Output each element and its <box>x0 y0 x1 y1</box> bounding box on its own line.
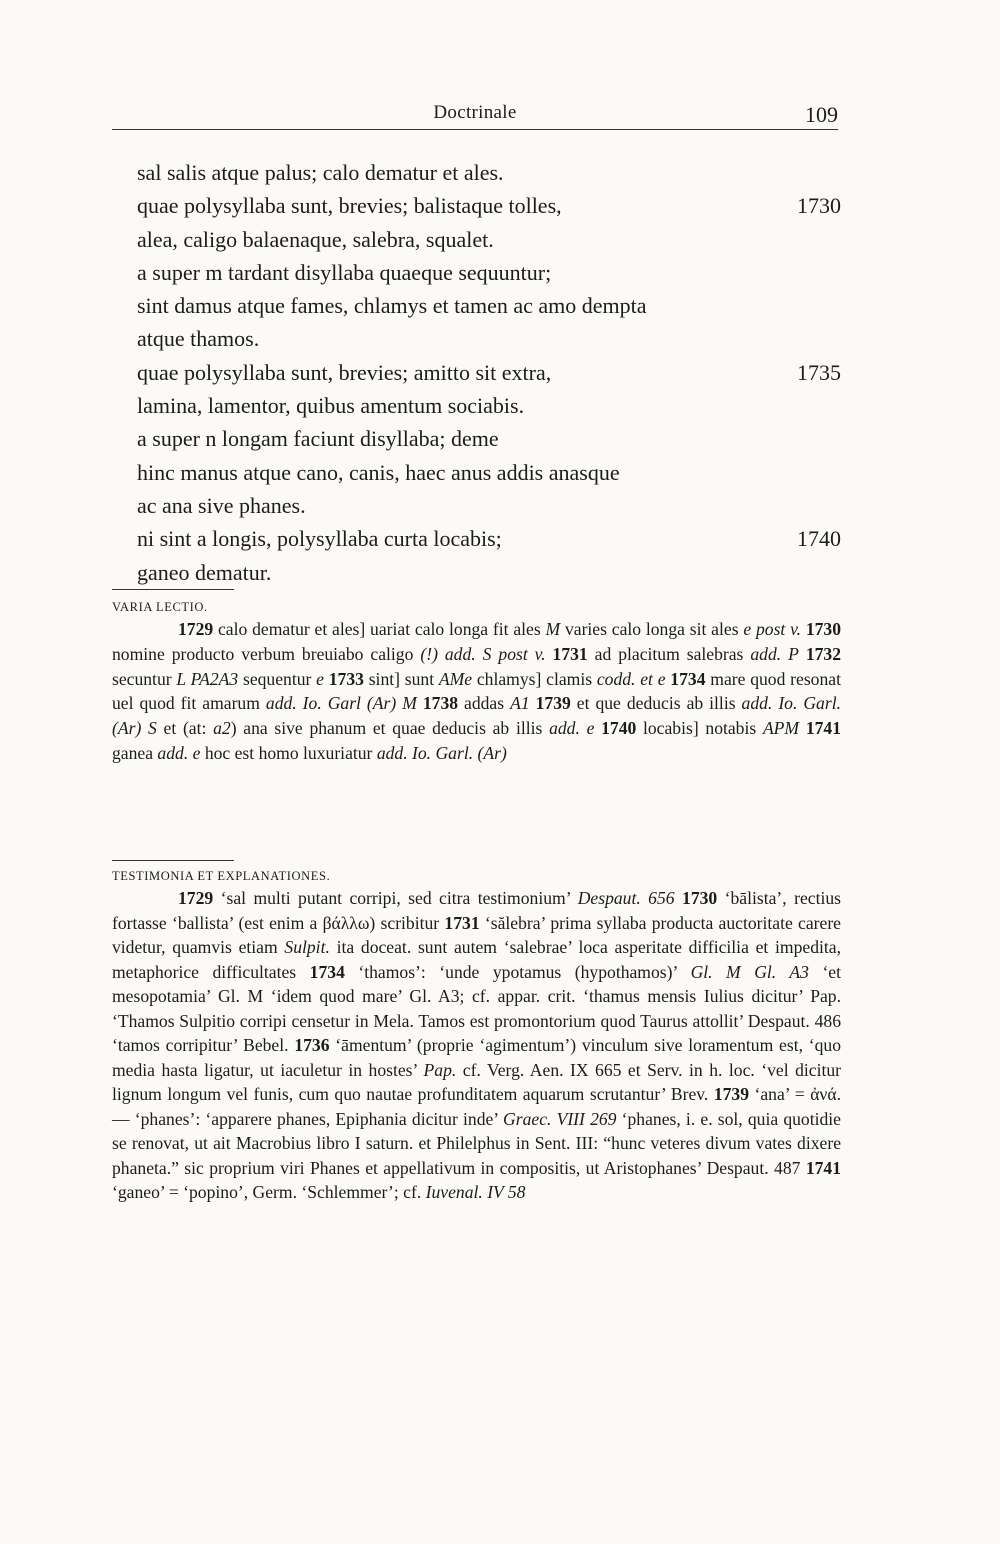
apparatus-siglum: L PA2A3 <box>176 668 239 689</box>
apparatus-siglum: add. Io. Garl (Ar) M <box>265 693 417 714</box>
testimonia-section <box>112 866 841 1205</box>
testimonia-source: Sulpit. <box>284 937 330 957</box>
section-rule <box>112 589 234 590</box>
testimonia-text-segment: ‘ganeo’ = ‘popino’, Germ. ‘Schlemmer’; cf. <box>112 1182 426 1202</box>
apparatus-line-ref: 1733 <box>328 668 364 689</box>
verse-text: hinc manus atque cano, canis, haec anus addis anasque <box>137 459 620 485</box>
apparatus-reading: mare quod resonat uel quod fit amarum <box>112 668 841 714</box>
verse-line <box>137 489 841 522</box>
apparatus-line-ref: 1731 <box>552 643 588 664</box>
apparatus-reading: secuntur <box>112 668 177 689</box>
apparatus-siglum: AMe <box>438 668 473 689</box>
verse-text: ac ana sive phanes. <box>137 492 306 518</box>
apparatus-line-ref: 1730 <box>805 619 841 639</box>
apparatus-siglum: e <box>743 619 752 639</box>
apparatus-reading: chlamys] clamis <box>472 668 597 689</box>
apparatus-reading: addas <box>458 693 511 714</box>
verse-line <box>137 556 841 589</box>
apparatus-reading: ganea <box>112 742 158 763</box>
testimonia-heading: TESTIMONIA ET EXPLANATIONES. <box>112 869 331 883</box>
testimonia-line-ref: 1736 <box>294 1035 330 1055</box>
testimonia-source: Gl. M Gl. A3 <box>690 961 809 982</box>
testimonia-text-segment: ‘phanes, i. e. sol, quia quotidie se renovat, ut ait Macrobius libro I saturn. et Philelphus in Sent. III: “hunc veteres divum vates dixere phaneta.” sic proprium viri Phanes et appellativum in compositis, ut Aristophanes’ Despaut. 487 <box>112 1108 841 1178</box>
line-number: 1730 <box>797 193 841 219</box>
verse-line <box>137 422 841 455</box>
apparatus-line-ref: 1734 <box>670 668 706 689</box>
apparatus-heading: VARIA LECTIO. <box>112 600 208 614</box>
apparatus-siglum: post v. <box>755 619 801 639</box>
apparatus-reading <box>799 644 806 664</box>
header-rule <box>112 129 838 130</box>
running-header <box>112 100 838 136</box>
verse-text: lamina, lamentor, quibus amentum sociabis. <box>137 393 525 419</box>
testimonia-text-segment: ‘āmentum’ (proprie ‘agimentum’) vinculum sive loramentum est, ‘quo media hasta ligatur, ut iaculetur in hostes’ <box>112 1035 842 1080</box>
apparatus-reading <box>546 644 553 664</box>
section-rule <box>112 860 234 861</box>
apparatus-text <box>112 617 841 766</box>
verse-line <box>137 156 841 189</box>
apparatus-siglum: APM <box>762 718 800 739</box>
verse-text: quae polysyllaba sunt, brevies; balistaque tolles, <box>137 193 562 219</box>
verse-text: sal salis atque palus; calo dematur et ales. <box>137 160 504 185</box>
apparatus-siglum: a2 <box>213 718 231 739</box>
verse-line <box>137 322 841 355</box>
apparatus-siglum: add. e <box>157 742 201 763</box>
line-number: 1735 <box>797 359 841 385</box>
apparatus-siglum: e <box>316 668 324 689</box>
apparatus-line-ref: 1738 <box>422 693 459 714</box>
apparatus-line-ref: 1741 <box>805 718 841 739</box>
verse-block <box>137 156 841 589</box>
apparatus-reading: ad placitum salebras <box>587 643 751 664</box>
verse-line <box>137 389 841 422</box>
apparatus-siglum: post v. <box>498 643 546 664</box>
verse-line <box>137 456 841 489</box>
testimonia-text-segment: ‘thamos’: ‘unde ypotamus (hypothamos)’ <box>344 961 691 982</box>
testimonia-source: Pap. <box>423 1059 457 1080</box>
verse-text: atque thamos. <box>137 326 260 352</box>
verse-text: sint damus atque fames, chlamys et tamen ac amo dempta <box>137 293 647 319</box>
apparatus-line-ref: 1739 <box>535 693 571 714</box>
testimonia-text-segment: ita doceat. sunt autem ‘salebrae’ loca asperitate difficilia et impedita, metaphorice difficultates <box>112 937 841 982</box>
apparatus-reading: sequentur <box>238 668 317 689</box>
apparatus-siglum: (!) add. S <box>420 643 492 664</box>
verse-line <box>137 356 841 389</box>
verse-line <box>137 522 841 555</box>
testimonia-line-ref: 1730 <box>682 888 718 908</box>
apparatus-siglum: codd. et e <box>596 668 666 689</box>
apparatus-reading: locabis] notabis <box>636 718 763 739</box>
testimonia-text-segment: ‘ana’ = ἀνά. — ‘phanes’: ‘apparere phanes, Epiphania dicitur inde’ <box>112 1084 841 1129</box>
line-number: 1740 <box>797 526 841 552</box>
verse-text: alea, caligo balaenaque, salebra, squalet. <box>137 226 494 252</box>
testimonia-line-ref: 1741 <box>805 1157 841 1178</box>
apparatus-reading <box>799 718 806 738</box>
apparatus-reading: calo dematur et ales] uariat calo longa fit ales <box>213 619 546 639</box>
apparatus-siglum: add. P <box>750 643 799 664</box>
page-number: 109 <box>805 102 838 127</box>
testimonia-source: Graec. VIII 269 <box>503 1108 617 1129</box>
testimonia-line-ref: 1731 <box>444 912 480 933</box>
verse-line <box>137 223 841 256</box>
apparatus-reading: ) ana sive phanum et quae deducis ab illis <box>230 718 550 739</box>
testimonia-line-ref: 1734 <box>309 961 345 982</box>
testimonia-source: Iuvenal. IV 58 <box>425 1182 526 1202</box>
apparatus-siglum: M <box>545 619 561 639</box>
verse-text: ganeo dematur. <box>137 559 272 585</box>
apparatus-criticus <box>112 597 841 766</box>
apparatus-reading: hoc est homo luxuriatur <box>200 742 377 763</box>
testimonia-text-segment: ‘et mesopotamia’ Gl. M ‘idem quod mare’ Gl. A3; cf. appar. crit. ‘thamus mensis Iulius dicitur’ Pap. ‘Thamos Sulpitio corripi censetur in Mela. Tamos est promontorium quod Taurus attollit’ Despaut. 486 ‘tamos corripitur’ Bebel. <box>112 961 841 1055</box>
verse-text: ni sint a longis, polysyllaba curta locabis; <box>137 526 502 552</box>
apparatus-line-ref: 1732 <box>805 643 841 664</box>
apparatus-reading: varies calo longa sit ales <box>560 619 744 639</box>
apparatus-reading: et que deducis ab illis <box>570 693 742 714</box>
testimonia-text-segment: cf. Verg. Aen. IX 665 et Serv. in h. loc. ‘vel dicitur lignum longum vel funis, cum quo nautae profunditatem aquarum scrutantur’ Brev. <box>112 1059 842 1104</box>
verse-text: quae polysyllaba sunt, brevies; amitto sit extra, <box>137 359 552 385</box>
apparatus-siglum: add. Io. Garl. (Ar) <box>376 742 507 763</box>
apparatus-siglum: add. Io. Garl. (Ar) S <box>112 693 841 739</box>
apparatus-siglum: add. e <box>549 718 595 739</box>
apparatus-reading: sint] sunt <box>363 668 439 689</box>
testimonia-text-segment <box>675 888 682 908</box>
verse-text: a super m tardant disyllaba quaeque sequuntur; <box>137 259 552 285</box>
testimonia-text-segment: ‘bālista’, rectius fortasse ‘ballista’ (est enim a βάλλω) scribitur <box>112 888 842 933</box>
apparatus-reading: et (at: <box>156 718 214 739</box>
apparatus-line-ref: 1740 <box>601 718 637 739</box>
running-title: Doctrinale <box>433 102 517 123</box>
testimonia-text-segment: ‘sal multi putant corripi, sed citra testimonium’ <box>213 888 578 908</box>
verse-line <box>137 189 841 222</box>
testimonia-line-ref: 1729 <box>178 888 214 908</box>
apparatus-reading: nomine producto verbum breuiabo caligo <box>112 643 421 664</box>
verse-text: a super n longam faciunt disyllaba; deme <box>137 426 499 452</box>
testimonia-line-ref: 1739 <box>713 1084 750 1104</box>
testimonia-text-segment: ‘sălebra’ prima syllaba producta auctoritate carere videtur, quamvis etiam <box>112 912 841 957</box>
testimonia-text <box>112 886 841 1205</box>
testimonia-source: Despaut. 656 <box>577 888 675 908</box>
apparatus-line-ref: 1729 <box>178 619 214 639</box>
verse-line <box>137 289 841 322</box>
apparatus-siglum: A1 <box>510 693 530 714</box>
verse-line <box>137 256 841 289</box>
